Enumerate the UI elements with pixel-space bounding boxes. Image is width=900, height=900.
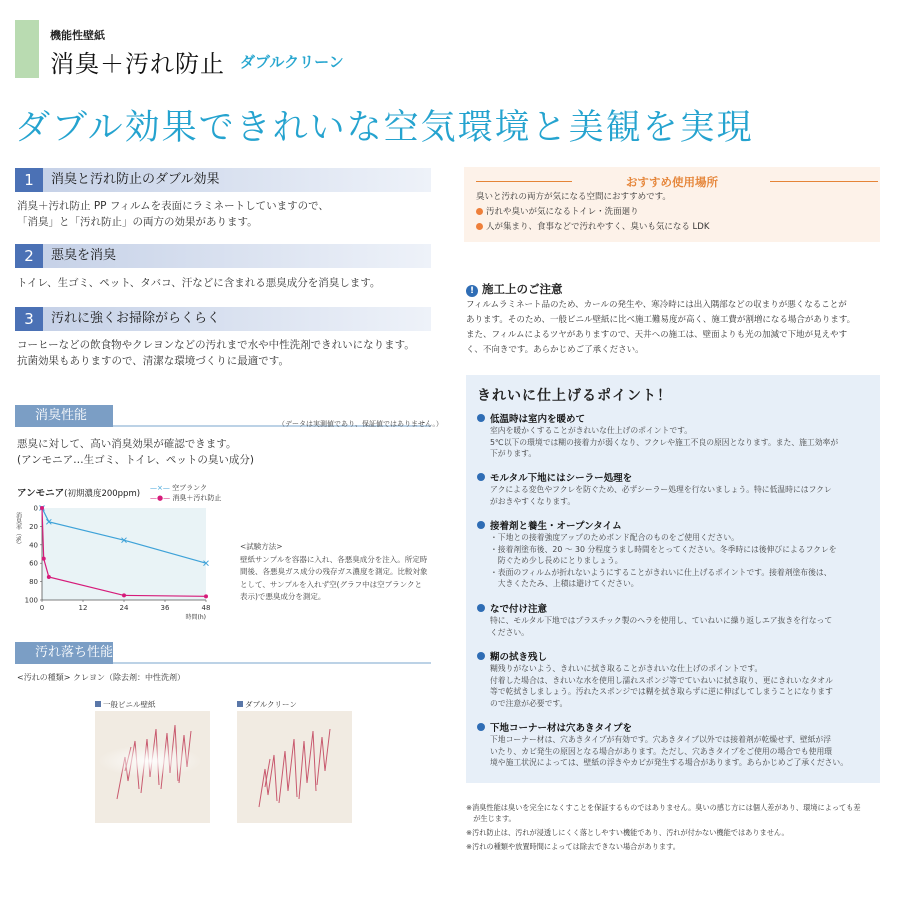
panel-label-doubleclean: [237, 699, 297, 710]
section-1-title: 消臭と汚れ防止のダブル効果: [51, 172, 220, 187]
chart-title: [17, 485, 140, 499]
panel-label-vinyl: [95, 699, 156, 710]
point-heading-text: 糊の拭き残し: [490, 652, 548, 663]
caution-line: く、不向きです。あらかじめご了承ください。: [466, 345, 644, 355]
header-category: 機能性壁紙: [50, 29, 105, 42]
y-tick-label: 60: [29, 559, 38, 568]
section-2-text: [17, 275, 380, 291]
points-title: きれいに仕上げるポイント！: [477, 388, 672, 404]
point-line: がおきやすくなります。: [490, 496, 576, 506]
point-line: 糊残りがないよう、きれいに拭き取ることがきれいな仕上げのポイントです。: [490, 664, 763, 673]
method-line: 間後、各悪臭ガス成分の残存ガス濃度を測定。比較対象: [240, 567, 428, 576]
bullet-icon: [477, 414, 485, 422]
point-heading-text: モルタル下地にはシーラー処理を: [490, 473, 633, 484]
dot-marker-icon: —●—: [150, 494, 171, 502]
header-title: 消臭＋汚れ防止: [50, 50, 225, 78]
caution-line: フィルムラミネート品のため、カールの発生や、寒冷時には出入隅部などの収まりが悪くなることが: [466, 300, 847, 310]
point-heading-text: なで付け注意: [490, 604, 548, 615]
bullet-icon: [476, 223, 483, 230]
bullet-icon: [477, 473, 485, 481]
point-line: 室内を暖かくすることがきれいな仕上げのポイントです。: [490, 426, 693, 435]
legend-label: 消臭＋汚れ防止: [172, 494, 222, 502]
bullet-icon: [477, 652, 485, 660]
point-heading-text: 接着剤と養生・オープンタイム: [490, 521, 622, 532]
y-tick-label: 0: [33, 504, 38, 513]
point-line: ・接着剤塗布後、20 ～ 30 分程度うまし時間をとってください。冬季時には後伸びによるフクレを: [490, 544, 837, 554]
point-line: 下地コーナー材は、穴あきタイプが有効です。穴あきタイプ以外では接着剤が乾燥せず、壁紙が浮: [490, 735, 832, 744]
data-point: [122, 593, 126, 597]
exclamation-icon: !: [466, 285, 478, 297]
section-2-title: 悪臭を消臭: [51, 248, 117, 263]
point-body: [490, 663, 833, 709]
ammonia-chart: [14, 500, 214, 625]
recommend-lead: 臭いと汚れの両方が気になる空間におすすめです。: [476, 192, 671, 202]
point-body: [490, 615, 832, 638]
caution-line: あります。そのため、一般ビニル壁紙に比べ施工難易度が高く、施工費が割増になる場合があります。: [466, 315, 856, 325]
caution-title: 施工上のご注意: [482, 282, 563, 296]
deodor-note: （データは実測値であり、保証値ではありません。）: [278, 420, 443, 428]
section-2-line: トイレ、生ゴミ、ペット、タバコ、汗などに含まれる悪臭成分を消臭します。: [17, 277, 381, 289]
point-line: いたり、カビ発生の原因となる場合があります。ただし、穴あきタイプをご使用の場合でも使用環: [490, 746, 833, 756]
stain-tab-header: [15, 642, 431, 664]
point-line: 下がります。: [490, 449, 537, 458]
swatch-doubleclean: [237, 711, 352, 823]
deodor-line: (アンモニア…生ゴミ、トイレ、ペットの臭い成分): [17, 454, 254, 466]
data-point: [204, 594, 208, 598]
point-heading: [477, 720, 632, 734]
point-body: [490, 484, 832, 507]
y-tick-label: 20: [29, 522, 38, 531]
point-line: ・表面のフィルムが折れないようにすることがきれいに仕上げるポイントです。接着剤塗布後は、: [490, 567, 832, 577]
swatch-doubleclean-art: [237, 711, 352, 823]
data-point: [47, 575, 51, 579]
point-line: 付着した場合は、きれいな水を使用し濡れスポンジ等でていねいに拭き取り、更にきれいなタオル: [490, 675, 833, 685]
section-3-text: [17, 337, 415, 369]
test-method: [240, 541, 440, 604]
legend-label: 空ブランク: [172, 484, 207, 492]
y-tick-label: 100: [24, 596, 38, 605]
section-3-bar: [15, 307, 431, 331]
recommend-item: [476, 220, 709, 235]
chart-title-sub: (初期濃度200ppm): [64, 489, 141, 499]
point-line: 5℃以下の環境では糊の接着力が弱くなり、フクレや施工不良の原因となります。また、施工効率が: [490, 437, 839, 447]
panel-label-text: 一般ビニル壁紙: [103, 700, 156, 709]
bullet-icon: [477, 604, 485, 612]
section-1-number: 1: [15, 168, 43, 192]
recommend-body: [476, 190, 709, 235]
x-tick-label: 48: [201, 604, 211, 612]
x-tick-label: 0: [39, 604, 45, 612]
point-line: 大きくたたみ、上積は避けてください。: [490, 579, 639, 588]
section-1-line: 「消臭」と「汚れ防止」の両方の効果があります。: [17, 216, 258, 228]
section-3-line: 抗菌効果もありますので、清潔な環境づくりに最適です。: [17, 355, 289, 367]
points-box: [466, 375, 880, 783]
point-line: ください。: [490, 627, 529, 637]
caution-line: また、フィルムによるツヤがありますので、天井への施工は、壁面よりも光の加減で下地が見えやす: [466, 330, 848, 340]
stain-caption: <汚れの種類> クレヨン（除去剤：中性洗剤）: [17, 673, 185, 682]
method-line: <試験方法>: [240, 542, 283, 551]
deodor-tab: 消臭性能: [15, 405, 113, 427]
point-line: アクによる変色やフクレを防ぐため、必ずシーラー処理を行ないましょう。特に低温時にはフクレ: [490, 485, 832, 494]
chart-title-main: アンモニア: [17, 488, 65, 499]
section-3-number: 3: [15, 307, 43, 331]
section-1-text: [17, 198, 329, 230]
swatch-vinyl-art: [95, 711, 210, 823]
point-line: ので注意が必要です。: [490, 698, 568, 708]
recommend-title: おすすめ使用場所: [625, 175, 719, 189]
bullet-icon: [476, 208, 483, 215]
square-icon: [95, 701, 101, 707]
x-tick-label: 36: [160, 604, 170, 612]
footnote-line: ※消臭性能は臭いを完全になくすことを保証するものではありません。臭いの感じ方には個人差があり、環境によっても差: [466, 803, 861, 812]
point-line: 等で乾拭きしましょう。汚れたスポンジでは糊を拭き取らずに逆に伸ばしてしまうことになります: [490, 687, 833, 696]
data-point: [40, 506, 44, 510]
footnote-line: ※汚れ防止は、汚れが浸透しにくく落としやすい機能であり、汚れが付かない機能ではありません。: [466, 828, 789, 837]
point-line: 防ぐため少し長めにとりましょう。: [490, 556, 623, 565]
x-tick-label: 24: [119, 604, 129, 612]
footnote-line: ※汚れの種類や放置時間によっては除去できない場合があります。: [466, 842, 680, 851]
recommend-item: [476, 205, 709, 220]
point-line: ・下地との接着強度アップのためボンド配合のものをご使用ください。: [490, 533, 739, 542]
point-line: 境や施工状況によっては、壁紙の浮きやカビが発生する場合があります。あらかじめご了承ください。: [490, 758, 849, 767]
point-line: 特に、モルタル下地ではプラスチック製のヘラを使用し、ていねいに繰り返しエア抜きを行なって: [490, 616, 833, 625]
x-tick-label: 12: [78, 604, 88, 612]
square-icon: [237, 701, 243, 707]
y-axis-label: 消臭率（%）: [14, 512, 22, 548]
point-heading: [477, 470, 632, 484]
section-1-bar: [15, 168, 431, 192]
point-heading-text: 下地コーナー材は穴あきタイプを: [490, 723, 633, 734]
caution-body: [466, 298, 855, 358]
swatch-vinyl: [95, 711, 210, 823]
deodor-line: 悪臭に対して、高い消臭効果が確認できます。: [17, 438, 237, 450]
point-heading: [477, 411, 585, 425]
stain-tab: 汚れ落ち性能: [15, 642, 113, 664]
point-body: [490, 734, 848, 769]
recommend-box: [464, 167, 880, 242]
method-line: 表示)で悪臭成分を測定。: [240, 592, 326, 601]
section-2-number: 2: [15, 244, 43, 268]
recommend-item-text: 汚れや臭いが気になるトイレ・洗面廻り: [486, 207, 639, 217]
data-point: [42, 557, 46, 561]
headline: ダブル効果できれいな空気環境と美観を実現: [15, 108, 754, 148]
header-accent-bar: [15, 20, 39, 78]
section-3-title: 汚れに強くお掃除がらくらく: [51, 311, 221, 326]
legend-item-blank: [150, 483, 221, 493]
bullet-icon: [477, 723, 485, 731]
method-line: 壁紙サンプルを容器に入れ、各悪臭成分を注入。所定時: [240, 554, 428, 564]
point-body: [490, 532, 837, 590]
plot-area: [42, 508, 206, 600]
y-tick-label: 40: [29, 541, 38, 550]
point-heading: [477, 601, 547, 615]
header-subtitle: ダブルクリーン: [240, 53, 344, 71]
panel-label-text: ダブルクリーン: [245, 700, 297, 709]
footnotes: [466, 802, 861, 852]
footnote-line: が生じます。: [466, 814, 516, 823]
deodor-text: [17, 436, 254, 468]
x-axis-label: 時間(h): [185, 614, 206, 621]
section-2-bar: [15, 244, 431, 268]
section-3-line: コーヒーなどの飲食物やクレヨンなどの汚れまで水や中性洗剤できれいになります。: [17, 339, 415, 351]
bullet-icon: [477, 521, 485, 529]
point-body: [490, 425, 838, 460]
point-heading-text: 低温時は室内を暖めて: [490, 414, 586, 425]
recommend-item-text: 人が集まり、食事などで汚れやすく、臭いも気になる LDK: [486, 222, 710, 232]
y-tick-label: 80: [29, 578, 38, 587]
x-marker-icon: —×—: [150, 484, 170, 492]
point-heading: [477, 649, 547, 663]
caution-header: [466, 281, 563, 297]
point-heading: [477, 518, 622, 532]
method-line: として、サンプルを入れず空(グラフ中は空ブランクと: [240, 579, 422, 589]
section-1-line: 消臭＋汚れ防止 PP フィルムを表面にラミネートしていますので、: [17, 200, 329, 212]
